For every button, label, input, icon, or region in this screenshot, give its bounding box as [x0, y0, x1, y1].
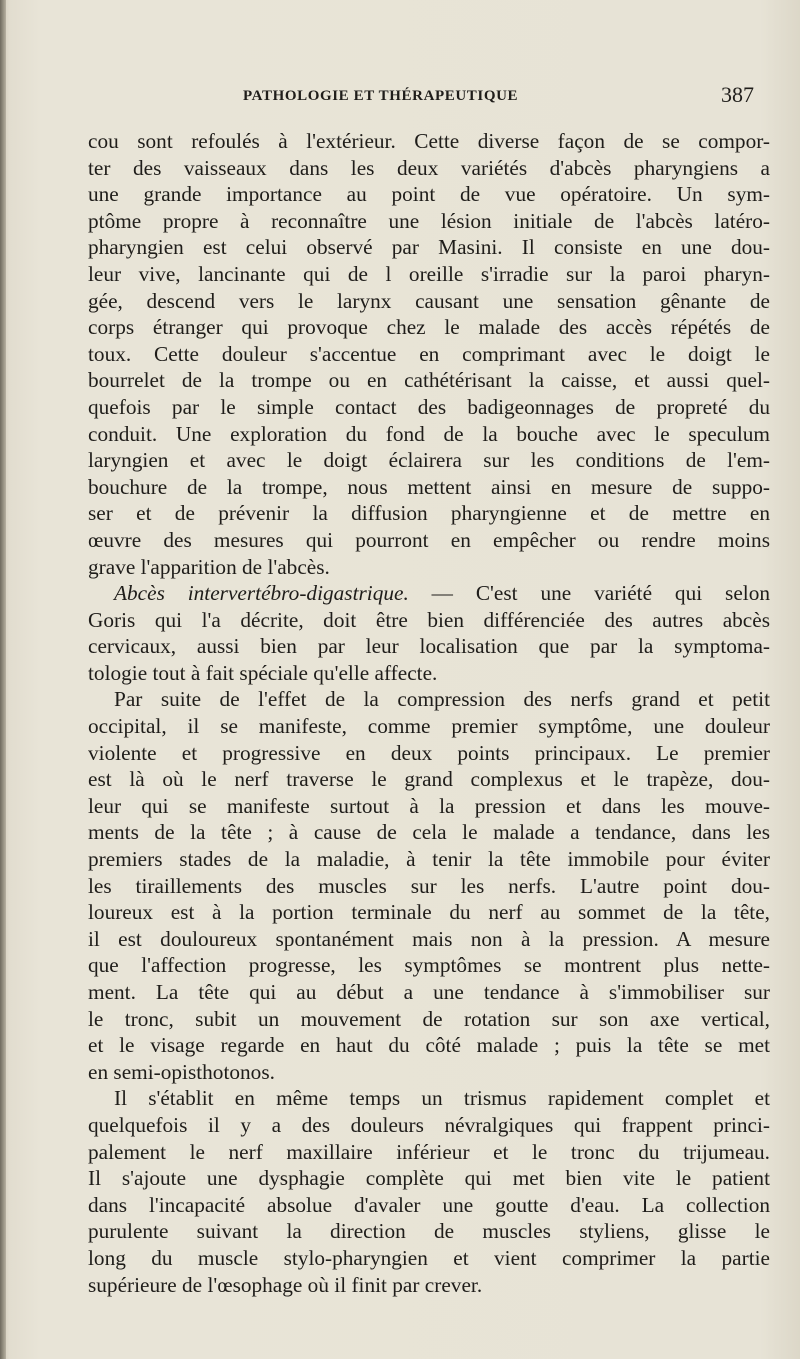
text-line: ser et de prévenir la diffusion pharyngienne et de mettre en [88, 501, 770, 526]
text-line: ptôme propre à reconnaître une lésion initiale de l'abcès latéro- [88, 208, 770, 233]
text-line: long du muscle stylo-pharyngien et vient comprimer la partie [88, 1245, 770, 1270]
page-number: 387 [721, 82, 754, 107]
paragraph-end-line: grave l'apparition de l'abcès. [88, 554, 330, 579]
text-line: toux. Cette douleur s'accentue en comprimant avec le doigt le [88, 341, 770, 366]
text-line: violente et progressive en deux points principaux. Le premier [88, 740, 770, 765]
text-line: bourrelet de la trompe ou en cathétérisant la caisse, et aussi quel- [88, 368, 770, 393]
text-line: gée, descend vers le larynx causant une sensation gênante de [88, 288, 770, 313]
text-line: corps étranger qui provoque chez le malade des accès répétés de [88, 315, 770, 340]
italic-subheading: Abcès intervertébro-digastrique. [114, 581, 409, 606]
text-line: quelquefois il y a des douleurs névralgiques qui frappent princi- [88, 1112, 770, 1137]
heading-continuation: — C'est une variété qui selon [408, 581, 770, 606]
running-head: PATHOLOGIE ET THÉRAPEUTIQUE [243, 88, 519, 104]
paragraph-start-line: Il s'établit en même temps un trismus rapidement complet et [114, 1086, 770, 1111]
text-line: il est douloureux spontanément mais non à la pression. A mesure [88, 926, 770, 951]
text-line: est là où le nerf traverse le grand complexus et le trapèze, dou- [88, 767, 770, 792]
text-line: conduit. Une exploration du fond de la bouche avec le speculum [88, 421, 770, 446]
text-line: cervicaux, aussi bien par leur localisation que par la symptoma- [88, 634, 770, 659]
text-line: pharyngien est celui observé par Masini. Il consiste en une dou- [88, 235, 770, 260]
text-line: œuvre des mesures qui pourront en empêcher ou rendre moins [88, 527, 770, 552]
page-header [88, 82, 760, 112]
text-line: le tronc, subit un mouvement de rotation sur son axe vertical, [88, 1006, 770, 1031]
text-line: leur vive, lancinante qui de l oreille s'irradie sur la paroi pharyn- [88, 261, 770, 286]
text-line: occipital, il se manifeste, comme premier symptôme, une douleur [88, 714, 770, 739]
text-line: une grande importance au point de vue opératoire. Un sym- [88, 182, 770, 207]
text-line: ment. La tête qui au début a une tendance à s'immobiliser sur [88, 980, 770, 1004]
paragraph-end-line: en semi-opisthotonos. [88, 1059, 275, 1084]
text-line: dans l'incapacité absolue d'avaler une goutte d'eau. La collection [88, 1192, 770, 1217]
text-line: purulente suivant la direction de muscles styliens, glisse le [88, 1219, 770, 1244]
text-line: laryngien et avec le doigt éclairera sur les conditions de l'em- [88, 448, 770, 473]
text-line: palement le nerf maxillaire inférieur et le tronc du trijumeau. [88, 1139, 770, 1164]
text-line: Goris qui l'a décrite, doit être bien différenciée des autres abcès [88, 607, 770, 632]
text-line: ter des vaisseaux dans les deux variétés d'abcès pharyngiens a [88, 155, 770, 180]
text-line: ments de la tête ; à cause de cela le malade a tendance, dans les [88, 820, 770, 845]
text-line: Il s'ajoute une dysphagie complète qui met bien vite le patient [88, 1166, 770, 1191]
paragraph-start-line: Par suite de l'effet de la compression des nerfs grand et petit [114, 687, 770, 712]
text-line: quefois par le simple contact des badigeonnages de propreté du [88, 394, 770, 419]
binding-edge [0, 0, 6, 1359]
text-line: et le visage regarde en haut du côté malade ; puis la tête se met [88, 1033, 770, 1058]
paragraph-end-line: tologie tout à fait spéciale qu'elle affecte. [88, 660, 438, 685]
section-heading-line [88, 580, 770, 607]
paragraph-end-line: supérieure de l'œsophage où il finit par crever. [88, 1272, 483, 1297]
text-line: loureux est à la portion terminale du nerf au sommet de la tête, [88, 900, 770, 925]
text-line: bouchure de la trompe, nous mettent ainsi en mesure de suppo- [88, 474, 770, 499]
text-line: leur qui se manifeste surtout à la pression et dans les mouve- [88, 793, 770, 818]
text-line: cou sont refoulés à l'extérieur. Cette diverse façon de se compor- [88, 129, 770, 153]
text-line: premiers stades de la maladie, à tenir la tête immobile pour éviter [88, 847, 770, 872]
body-text [88, 128, 770, 1298]
text-line: que l'affection progresse, les symptômes se montrent plus nette- [88, 953, 770, 978]
text-line: les tiraillements des muscles sur les nerfs. L'autre point dou- [88, 873, 770, 898]
